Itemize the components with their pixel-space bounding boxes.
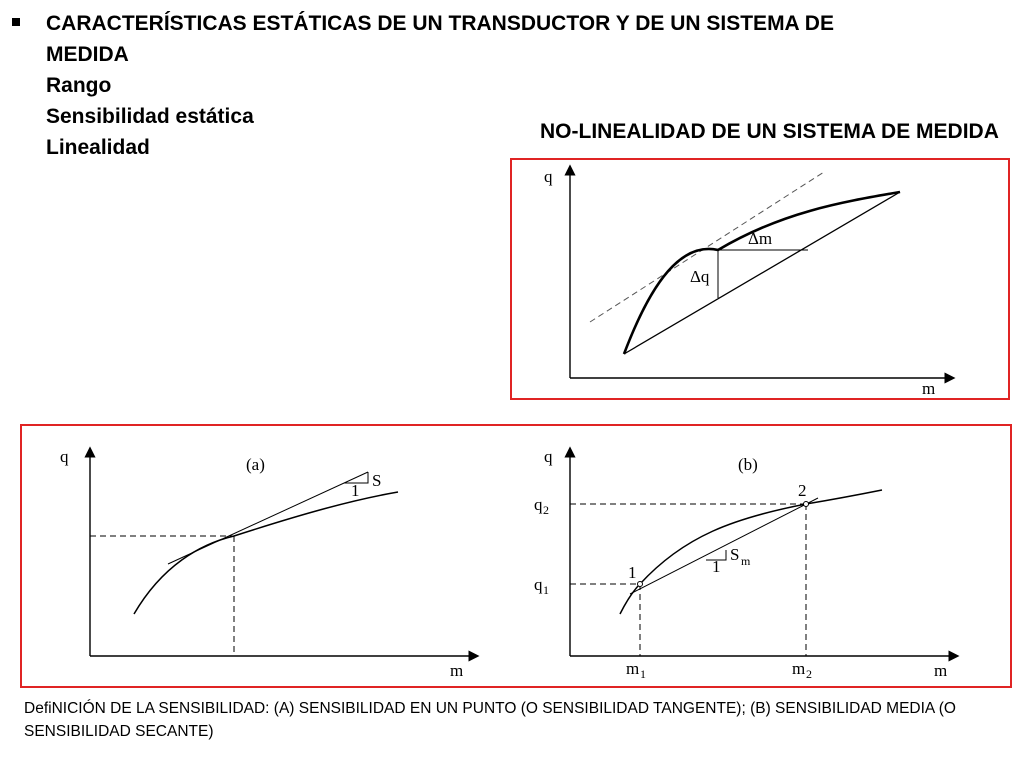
nonlinearity-title: NO-LINEALIDAD DE UN SISTEMA DE MEDIDA: [540, 120, 999, 143]
b-m1-label: m: [626, 659, 640, 678]
a-response-curve: [134, 492, 398, 614]
a-tangent-line: [168, 472, 368, 564]
b-point-1-marker: [638, 582, 643, 587]
tangent-line: [590, 172, 824, 322]
b-m2-sub: 2: [806, 667, 812, 681]
heading-line-title-2: MEDIDA: [46, 43, 129, 66]
b-tag: (b): [738, 455, 758, 474]
heading-line-title-1: CARACTERÍSTICAS ESTÁTICAS DE UN TRANSDUCTOR Y DE UN SISTEMA DE: [46, 12, 834, 35]
heading-line-range: Rango: [46, 74, 112, 97]
heading-line-linearity: Linealidad: [46, 136, 150, 159]
b-response-curve: [620, 490, 882, 614]
b-point-2-label: 2: [798, 481, 807, 500]
delta-m-label: Δm: [748, 229, 773, 248]
b-slope-run-label: 1: [712, 557, 721, 576]
b-q1-label: q: [534, 575, 543, 594]
a-x-axis-label: m: [450, 661, 464, 680]
b-m2-label: m: [792, 659, 806, 678]
figure-caption: DeﬁNICIÓN DE LA SENSIBILIDAD: (A) SENSIBILIDAD EN UN PUNTO (O SENSIBILIDAD TANGENTE); (B) SENSIBILIDAD MEDIA (O SENSIBILIDAD SECANTE): [24, 700, 956, 740]
b-q2-sub: 2: [543, 503, 549, 517]
sensitivity-diagrams-frame: [20, 424, 1012, 688]
x-axis-label: m: [922, 379, 936, 398]
b-q2-label: q: [534, 495, 543, 514]
b-slope-sub-label: m: [741, 554, 751, 568]
nonlinearity-diagram-frame: [510, 158, 1010, 400]
a-slope-rise-label: S: [372, 471, 382, 490]
a-slope-run-label: 1: [351, 481, 360, 500]
b-q1-sub: 1: [543, 583, 549, 597]
sensitivity-diagrams: [22, 426, 1010, 686]
nonlinearity-diagram: [512, 160, 1008, 398]
b-m1-sub: 1: [640, 667, 646, 681]
b-x-axis-label: m: [934, 661, 948, 680]
b-y-axis-label: q: [544, 447, 553, 466]
b-point-1-label: 1: [628, 563, 637, 582]
diagram-b: [534, 447, 954, 681]
diagram-a: [60, 447, 474, 680]
b-point-2-marker: [804, 502, 809, 507]
a-y-axis-label: q: [60, 447, 69, 466]
b-secant-line: [630, 498, 818, 594]
delta-q-label: Δq: [690, 267, 710, 286]
y-axis-label: q: [544, 167, 553, 186]
a-tag: (a): [246, 455, 265, 474]
b-slope-rise-label: S: [730, 545, 740, 564]
bullet-marker: [12, 18, 20, 26]
heading-line-sensitivity: Sensibilidad estática: [46, 105, 254, 128]
